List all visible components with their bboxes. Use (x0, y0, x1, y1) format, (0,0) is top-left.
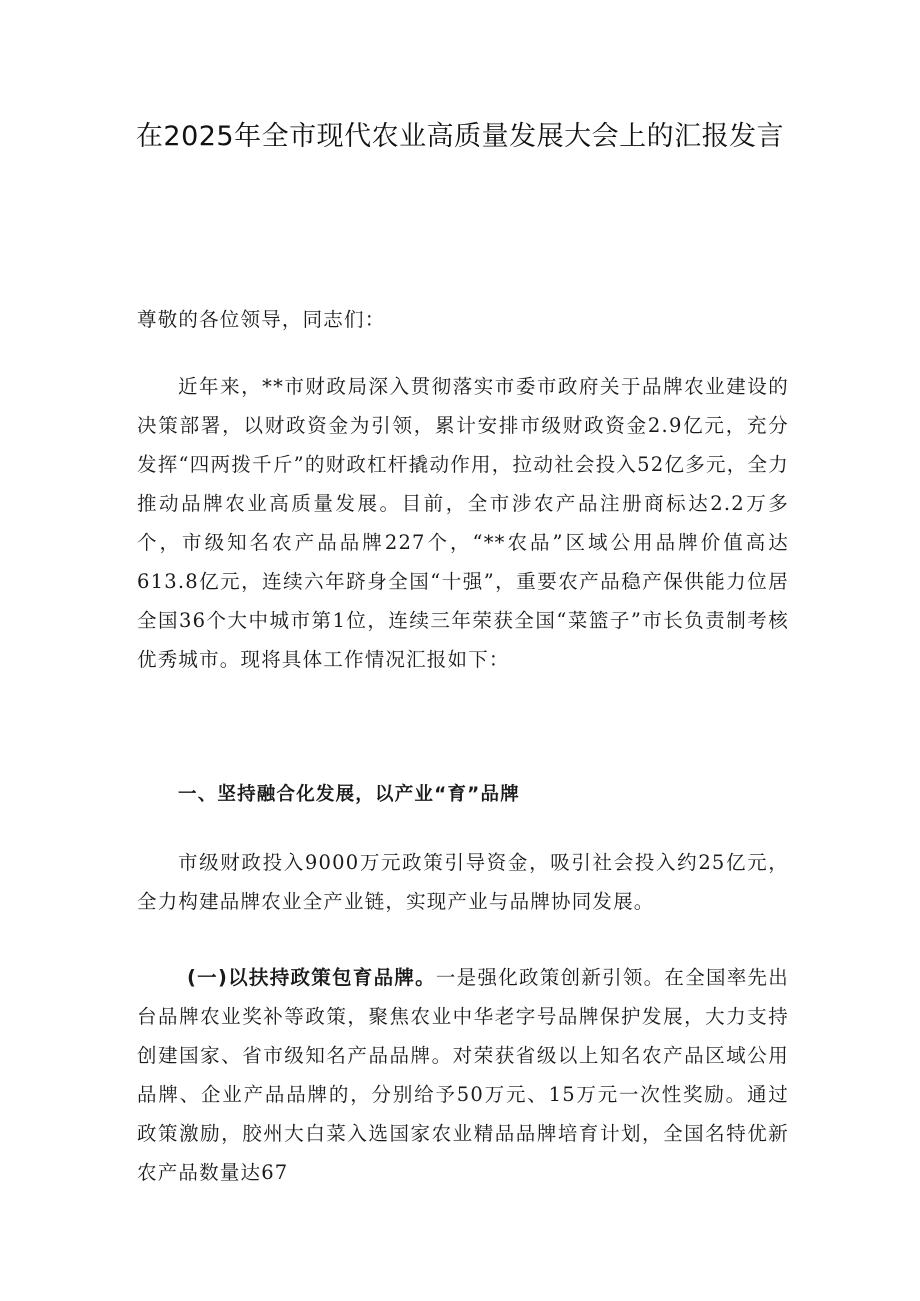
subsection-1-paragraph (137, 958, 789, 1192)
section-1-paragraph: 市级财政投入9000万元政策引导资金，吸引社会投入约25亿元，全力构建品牌农业全产业链，实现产业与品牌协同发展。 (137, 851, 789, 913)
subsection-1-lead: (一)以扶持政策包育品牌。 (187, 966, 436, 989)
salutation: 尊敬的各位领导，同志们： (137, 308, 386, 331)
document-title: 在2025年全市现代农业高质量发展大会上的汇报发言 (135, 121, 785, 152)
subsection-1-text: 一是强化政策创新引领。在全国率先出台品牌农业奖补等政策，聚焦农业中华老字号品牌保护发展，大力支持创建国家、省市级知名产品品牌。对荣获省级以上知名农产品区域公用品牌、企业产品品牌的，分别给予50万元、15万元一次性奖励。通过政策激励，胶州大白菜入选国家农业精品品牌培育计划，全国名特优新农产品数量达67 (137, 966, 789, 1184)
section-1-heading: 一、坚持融合化发展，以产业“育”品牌 (178, 784, 520, 805)
intro-paragraph: 近年来，**市财政局深入贯彻落实市委市政府关于品牌农业建设的决策部署，以财政资金为引领，累计安排市级财政资金2.9亿元，充分发挥“四两拨千斤”的财政杠杆撬动作用，拉动社会投入52亿多元，全力推动品牌农业高质量发展。目前，全市涉农产品注册商标达2.2万多个，市级知名农产品品牌227个，“**农品”区域公用品牌价值高达613.8亿元，连续六年跻身全国“十强”，重要农产品稳产保供能力位居全国36个大中城市第1位，连续三年荣获全国“菜篮子”市长负责制考核优秀城市。现将具体工作情况汇报如下： (137, 375, 789, 671)
